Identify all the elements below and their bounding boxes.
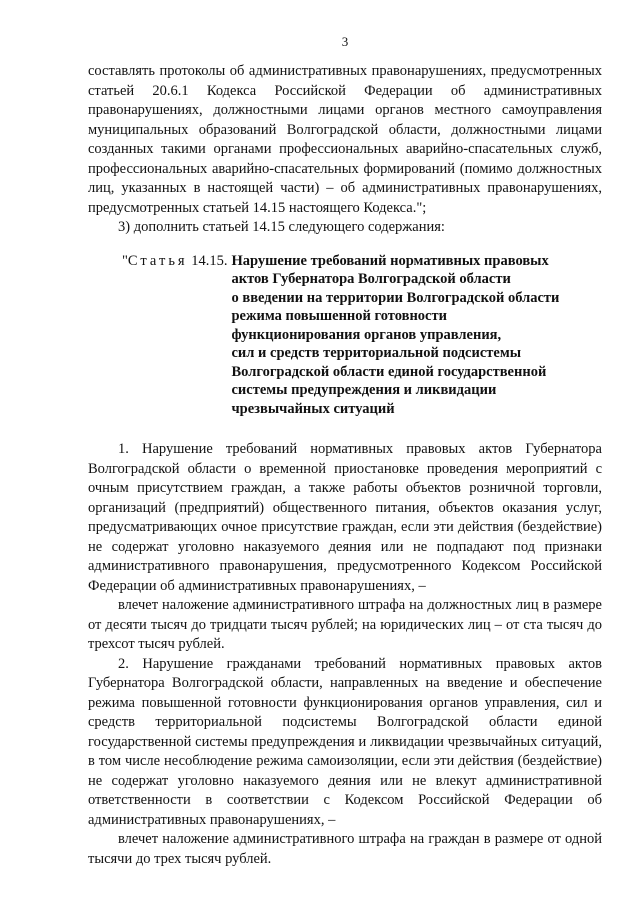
article-title-line: сил и средств территориальной подсистемы <box>231 345 522 361</box>
article-word: Статья <box>127 252 188 269</box>
article-number: 14.15. <box>191 252 228 269</box>
article-title-line: системы предупреждения и ликвидации <box>231 382 497 398</box>
paragraph-penalty-1: влечет наложение административного штрафа на должностных лиц в размере от десяти тысяч до тридцати тысяч рублей; на юридических лиц – от ста тысяч до трехсот тысяч рублей. <box>88 597 602 652</box>
article-title <box>231 252 559 419</box>
article-heading <box>88 252 602 419</box>
article-label: "Статья 14.15. <box>122 252 228 269</box>
paragraph-penalty-2: влечет наложение административного штрафа на граждан в размере от одной тысячи до трех тысяч рублей. <box>88 831 602 867</box>
article-title-line: чрезвычайных ситуаций <box>231 400 395 417</box>
page-number: 3 <box>341 34 349 49</box>
article-title-line: функционирования органов управления, <box>231 326 502 343</box>
paragraph-continuation: составлять протоколы об административных правонарушениях, предусмотренных статьей 20.6.1 Кодекса Российской Федерации об административных правонарушениях, должностными лицами органов местного самоуправления муниципальных образований Волгоградской области, должностными лицами созданных такими органами профессиональных аварийно-спасательных служб, профессиональных аварийно-спасательных формирований (помимо должностных лиц, указанных в настоящей части) – об административных правонарушениях, предусмотренных статьей 14.15 настоящего Кодекса."; <box>88 63 602 216</box>
article-title-line: Нарушение требований нормативных правовых <box>231 252 549 269</box>
article-title-line: режима повышенной готовности <box>231 308 447 324</box>
paragraph-part-2: 2. Нарушение гражданами требований нормативных правовых актов Губернатора Волгоградской области, направленных на введение и обеспечение режима повышенной готовности функционирования органов управления, сил и средств территориальной подсистемы Волгоградской области единой государственной системы предупреждения и ликвидации чрезвычайных ситуаций, в том числе несоблюдение режима самоизоляции, если эти действия (бездействие) не содержат уголовно наказуемого деяния или не влекут административной ответственности в соответствии с Кодексом Российской Федерации об административных правонарушениях, – <box>88 655 602 828</box>
paragraph-part-1: 1. Нарушение требований нормативных правовых актов Губернатора Волгоградской области о временной приостановке проведения мероприятий с очным присутствием граждан, а также работы объектов розничной торговли, организаций (предприятий) общественного питания, объектов оказания услуг, предусматривающих очное присутствие граждан, если эти действия (бездействие) не содержат уголовно наказуемого деяния или не подпадают под признаки административного правонарушения, предусмотренного Кодексом Российской Федерации об административных правонарушениях, – <box>88 441 602 594</box>
article-title-line: Волгоградской области единой государственной <box>231 363 547 380</box>
paragraph-amendment-3: 3) дополнить статьей 14.15 следующего содержания: <box>118 219 445 235</box>
article-title-line: актов Губернатора Волгоградской области <box>231 271 511 287</box>
article-title-line: о введении на территории Волгоградской области <box>231 289 560 306</box>
